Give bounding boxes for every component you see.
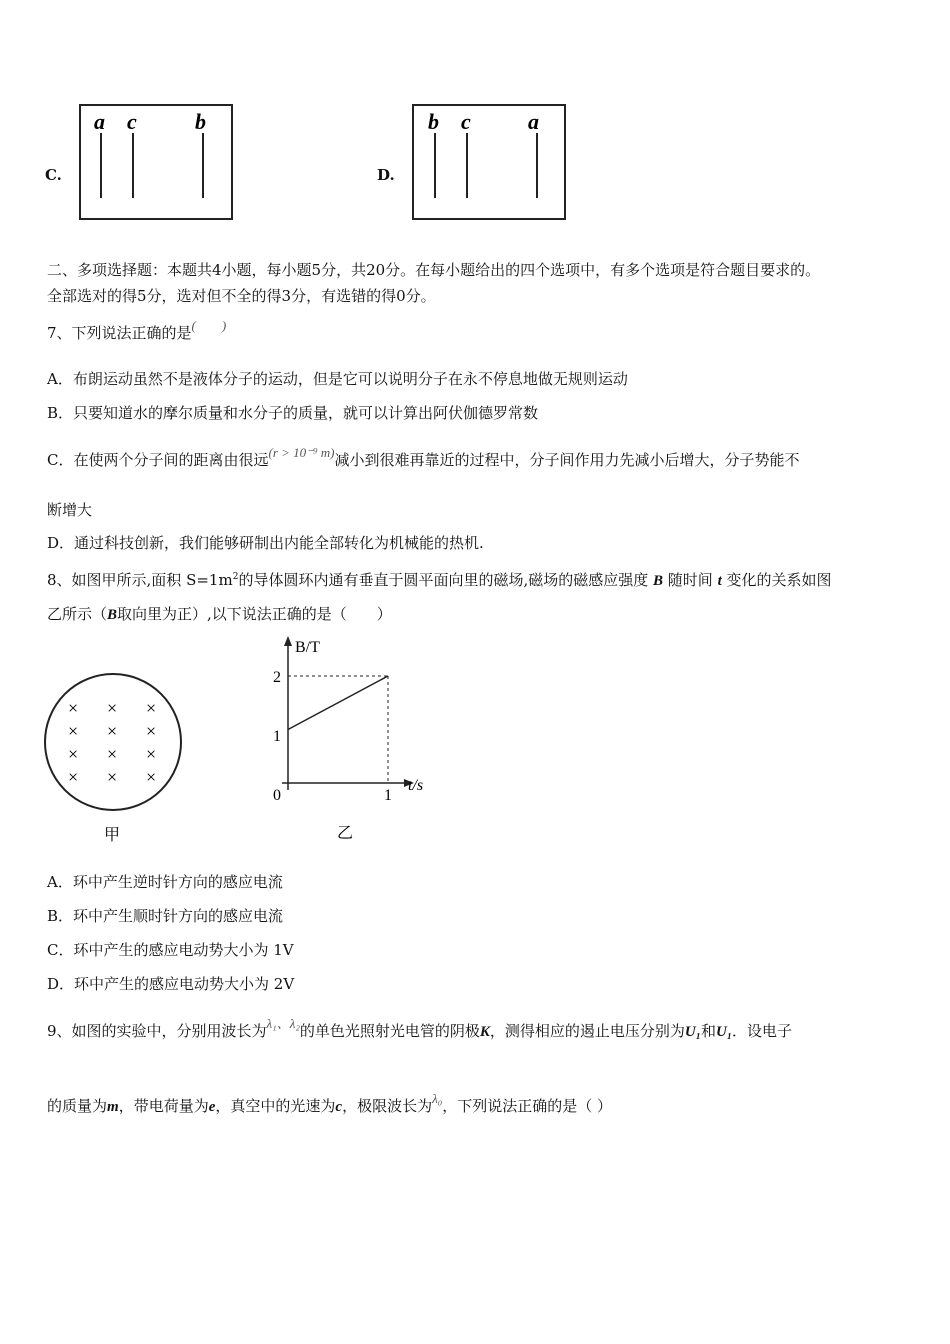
q7-option-c	[47, 445, 800, 471]
question-8-stem-line2	[47, 604, 392, 625]
text: ，测得相应的遏止电压分别为	[489, 1022, 685, 1040]
b-t-graph	[273, 636, 423, 842]
var: m	[107, 1099, 119, 1115]
question-9-line1	[47, 1016, 793, 1042]
text: ，极限波长为	[342, 1097, 433, 1115]
cross-mark: ×	[146, 744, 157, 764]
var: e	[208, 1099, 216, 1115]
text: 变化的关系如图	[726, 571, 832, 589]
text: 的质量为	[47, 1097, 108, 1115]
text: 取向里为正）,以下说法正确的是（ ）	[117, 605, 392, 623]
line-label: a	[94, 109, 105, 134]
line-label: b	[195, 109, 206, 134]
var: K	[479, 1024, 490, 1040]
cross-mark: ×	[146, 698, 157, 718]
cross-mark: ×	[68, 767, 79, 787]
q7-option-d: D．通过科技创新，我们能够研制出内能全部转化为机械能的热机.	[47, 534, 484, 552]
cross-mark: ×	[68, 721, 79, 741]
b-t-line	[288, 676, 388, 730]
question-9-line2	[47, 1091, 613, 1117]
figure-label-yi: 乙	[337, 825, 354, 842]
text: ．设电子	[732, 1022, 793, 1040]
text: C．在使两个分子间的距离由很远	[47, 451, 269, 469]
q7-option-c-continued: 断增大	[47, 501, 93, 519]
text: 8、如图甲所示,面积 S=1m	[47, 571, 233, 589]
x-axis-label: t/s	[408, 777, 424, 794]
var: c	[335, 1099, 343, 1115]
text: 乙所示（	[47, 605, 108, 623]
origin-label: 0	[273, 787, 281, 804]
cross-mark: ×	[107, 767, 118, 787]
q8-option-a: A．环中产生逆时针方向的感应电流	[47, 873, 283, 891]
y-tick-label: 1	[273, 728, 281, 745]
option-d-label: D.	[377, 166, 395, 184]
line-label: a	[528, 109, 539, 134]
y-axis-arrow	[284, 636, 292, 646]
q7-option-a: A．布朗运动虽然不是液体分子的运动，但是它可以说明分子在永不停息地做无规则运动	[47, 370, 628, 388]
cutoff-wavelength: λ₀	[432, 1091, 443, 1106]
section-heading: 二、多项选择题：本题共4小题，每小题5分，共20分。在每小题给出的四个选项中，有多个选项是符合题目要求的。	[47, 261, 821, 279]
text: ，真空中的光速为	[215, 1097, 336, 1115]
cross-mark: ×	[107, 744, 118, 764]
line-label: c	[461, 109, 471, 134]
figure-label-jia: 甲	[104, 827, 121, 844]
y-axis-label: B/T	[295, 639, 320, 656]
x-tick-label: 1	[384, 787, 392, 804]
distance-condition: (r > 10⁻⁹ m)	[268, 445, 335, 460]
answer-paren: ( )	[191, 318, 227, 333]
text: 9、如图的实验中，分别用波长为	[47, 1022, 267, 1040]
var: B	[107, 607, 118, 623]
text: 随时间	[667, 571, 713, 589]
var: t	[717, 573, 722, 589]
cross-mark: ×	[107, 698, 118, 718]
text: 的单色光照射光电管的阴极	[299, 1022, 480, 1040]
cross-mark: ×	[146, 767, 157, 787]
line-label: b	[428, 109, 439, 134]
text: ，带电荷量为	[118, 1097, 209, 1115]
y-tick-label: 2	[273, 669, 281, 686]
ring-magnetic-field-figure	[45, 674, 181, 844]
var: B	[653, 573, 664, 589]
var: U₁	[715, 1024, 733, 1040]
cross-mark: ×	[68, 698, 79, 718]
q8-option-c: C．环中产生的感应电动势大小为 1V	[47, 941, 294, 959]
q7-option-b: B．只要知道水的摩尔质量和水分子的质量，就可以计算出阿伏伽德罗常数	[47, 404, 539, 422]
text: 减小到很难再靠近的过程中，分子间作用力先减小后增大，分子势能不	[334, 451, 800, 469]
cross-mark: ×	[146, 721, 157, 741]
option-d-diagram	[413, 105, 565, 219]
var: U₁	[684, 1024, 701, 1040]
superscript: 2	[232, 572, 239, 582]
q8-option-d: D．环中产生的感应电动势大小为 2V	[47, 975, 295, 993]
text: 和	[700, 1022, 716, 1040]
wavelengths: λ₁、λ₂	[266, 1016, 300, 1031]
text: ，下列说法正确的是（ ）	[442, 1097, 613, 1115]
cross-mark: ×	[68, 744, 79, 764]
field-into-page-marks	[68, 698, 156, 787]
text: 的导体圆环内通有垂直于圆平面向里的磁场,磁场的磁感应强度	[238, 571, 649, 589]
q8-option-b: B．环中产生顺时针方向的感应电流	[47, 907, 284, 925]
section-scoring: 全部选对的得5分，选对但不全的得3分，有选错的得0分。	[47, 287, 436, 305]
line-label: c	[127, 109, 137, 134]
cross-mark: ×	[107, 721, 118, 741]
option-c-label: C.	[45, 166, 62, 184]
stem-text: 7、下列说法正确的是	[47, 324, 192, 342]
option-c-diagram	[80, 105, 232, 219]
question-8-stem-line1	[47, 567, 832, 591]
question-7-stem	[47, 318, 227, 344]
